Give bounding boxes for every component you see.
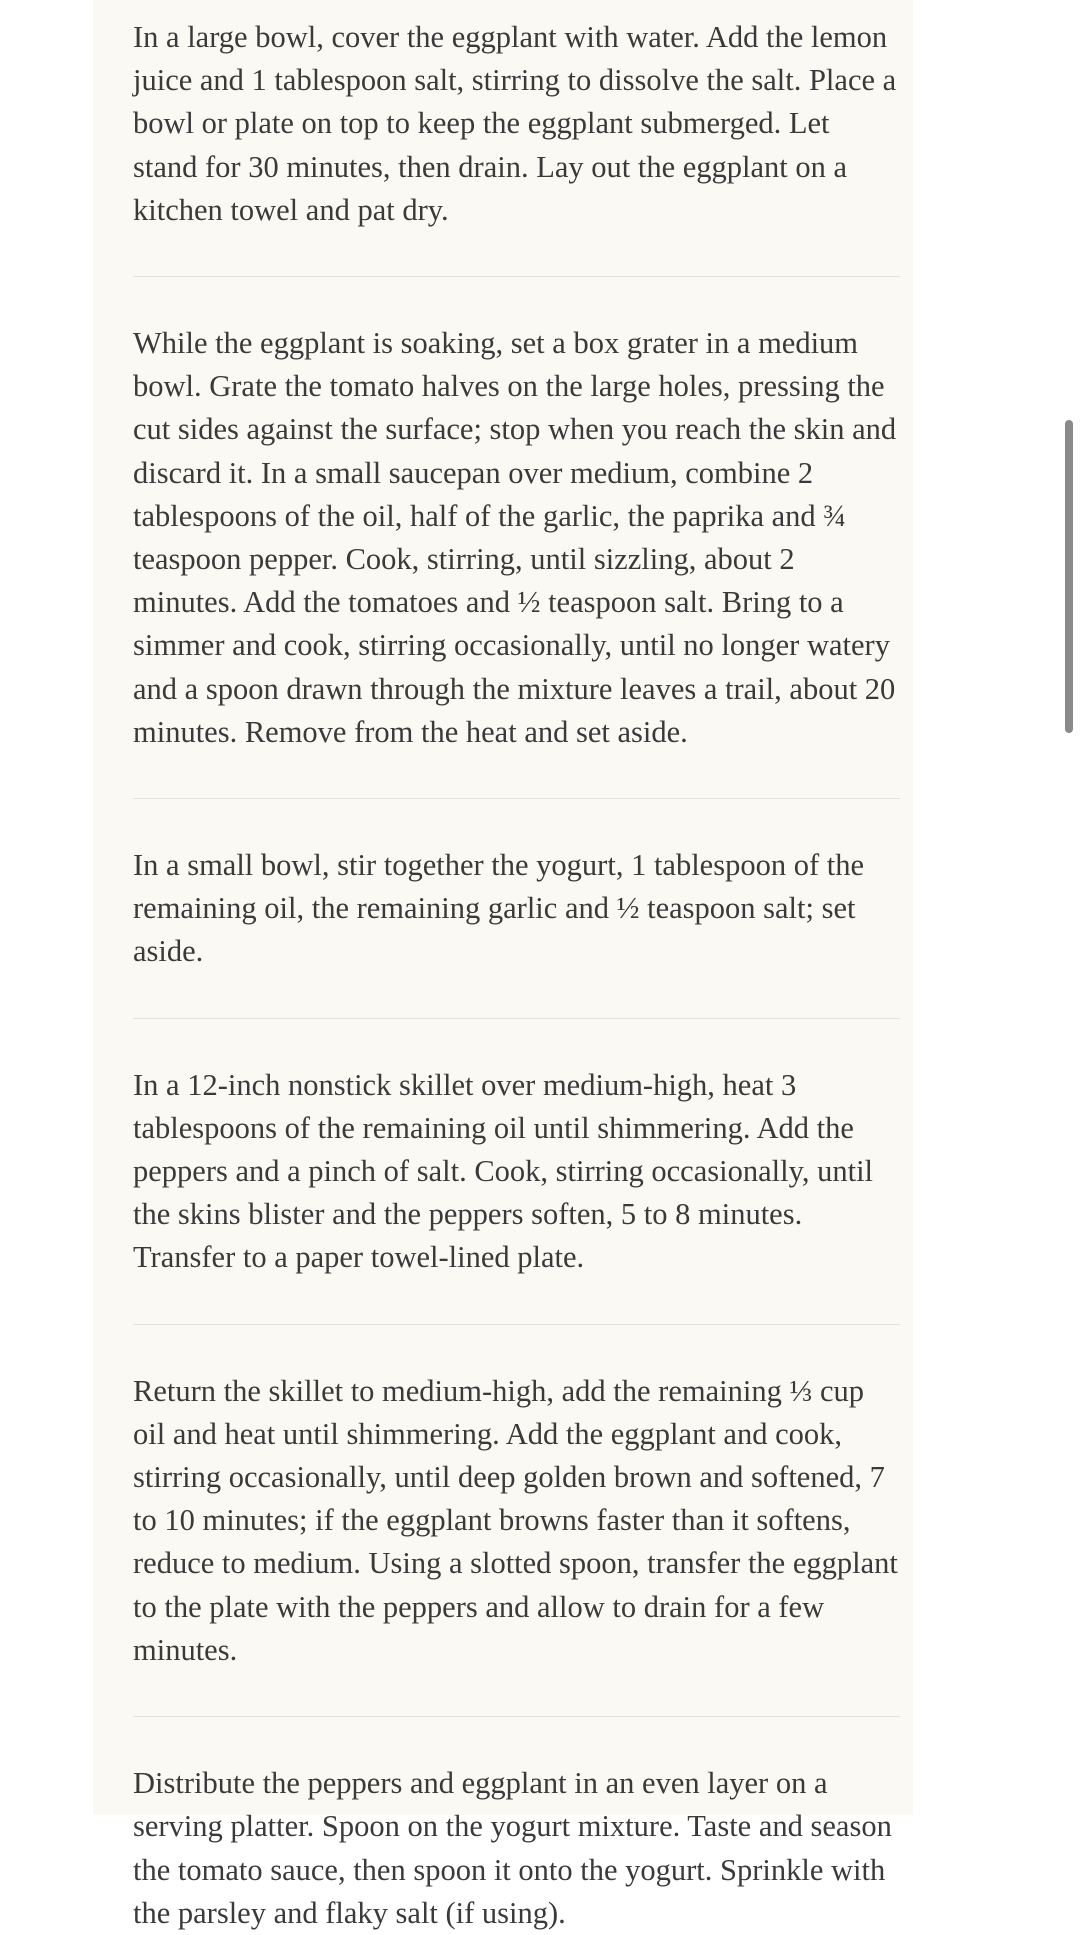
step-divider <box>133 1018 900 1019</box>
recipe-step-5: Return the skillet to medium-high, add the remaining ⅓ cup oil and heat until shimmering. Add the eggplant and cook, stirring occasionally, until deep golden brown and softened, 7 to 10 minutes; if the eggplant browns faster than it softens, reduce to medium. Using a slotted spoon, transfer the eggplant to the plate with the peppers and allow to drain for a few minutes. <box>133 1373 898 1667</box>
recipe-step-6: Distribute the peppers and eggplant in an even layer on a serving platter. Spoon on the yogurt mixture. Taste and season the tomato sauce, then spoon it onto the yogurt. Sprinkle with the parsley and flaky salt (if using). <box>133 1766 892 1930</box>
step-divider <box>133 798 900 799</box>
recipe-step-3: In a small bowl, stir together the yogurt, 1 tablespoon of the remaining oil, the remaining garlic and ½ teaspoon salt; set aside. <box>133 848 865 969</box>
step-divider <box>133 276 900 277</box>
recipe-step-4: In a 12-inch nonstick skillet over medium-high, heat 3 tablespoons of the remaining oil until shimmering. Add the peppers and a pinch of salt. Cook, stirring occasionally, until the skins blister and the peppers soften, 5 to 8 minutes. Transfer to a paper towel-lined plate. <box>133 1067 874 1275</box>
scrollbar-thumb[interactable] <box>1065 420 1073 733</box>
step-divider <box>133 1324 900 1325</box>
recipe-step-1: In a large bowl, cover the eggplant with water. Add the lemon juice and 1 tablespoon salt, stirring to dissolve the salt. Place a bowl or plate on top to keep the eggplant submerged. Let stand for 30 minutes, then drain. Lay out the eggplant on a kitchen towel and pat dry. <box>133 20 897 227</box>
recipe-steps-list <box>133 16 900 1935</box>
scrollbar-track[interactable] <box>1062 0 1080 1815</box>
recipe-step-2: While the eggplant is soaking, set a box grater in a medium bowl. Grate the tomato halves on the large holes, pressing the cut sides against the surface; stop when you reach the skin and discard it. In a small saucepan over medium, combine 2 tablespoons of the oil, half of the garlic, the paprika and ¾ teaspoon pepper. Cook, stirring, until sizzling, about 2 minutes. Add the tomatoes and ½ teaspoon salt. Bring to a simmer and cook, stirring occasionally, until no longer watery and a spoon drawn through the mixture leaves a trail, about 20 minutes. Remove from the heat and set aside. <box>133 326 897 749</box>
step-divider <box>133 1716 900 1717</box>
